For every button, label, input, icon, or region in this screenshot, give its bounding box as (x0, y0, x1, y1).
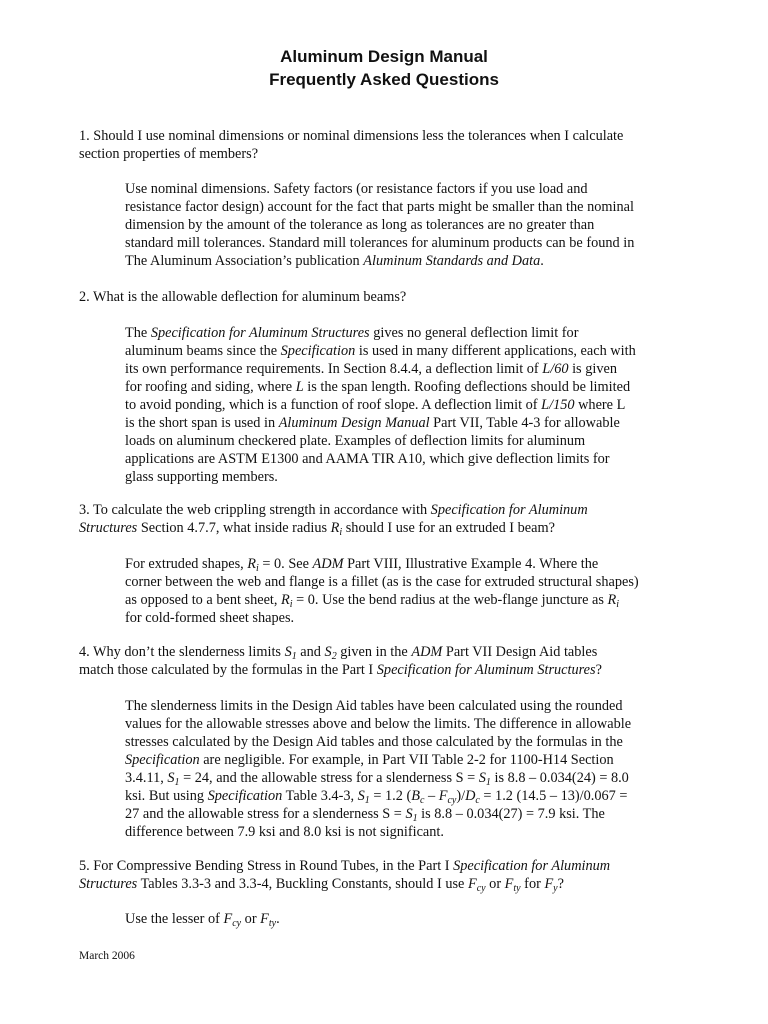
answer-line: for cold-formed sheet shapes. (125, 610, 295, 626)
answer-line: Specification are negligible. For example, in Part VII Table 2-2 for 1100-H14 Section (125, 752, 614, 768)
answer-line: dimension by the amount of the tolerance as long as tolerances are no greater than (125, 217, 595, 233)
answer-line: Use nominal dimensions. Safety factors (or resistance factors if you use load and (125, 181, 588, 197)
footer-date: March 2006 (79, 950, 135, 962)
answer-line: to avoid ponding, which is a function of roof slope. A deflection limit of L/150 where L (125, 397, 626, 413)
document-subtitle: Frequently Asked Questions (269, 70, 499, 89)
answer-line: as opposed to a bent sheet, $R_i = 0$. Use the bend radius at the web-flange juncture as $R_i$ (125, 592, 620, 610)
question-line: match those calculated by the formulas in the Part I Specification for Aluminum Structures? (79, 662, 602, 678)
answer-line: values for the allowable stresses above and below the limits. The difference in allowable (125, 716, 632, 732)
answer-line: 3.4.11, $S_1 = 24$, and the allowable stress for a slenderness $S = S_1$ is 8.8 – 0.034(24) = 8.0 (125, 770, 629, 788)
answer-line: standard mill tolerances. Standard mill tolerances for aluminum products can be found in (125, 235, 635, 251)
answer-line: aluminum beams since the Specification is used in many different applications, each with (125, 343, 636, 359)
document-title: Aluminum Design Manual (280, 47, 488, 66)
question-line: Structures Section 4.7.7, what inside radius $R_i$ should I use for an extruded I beam? (79, 520, 555, 538)
answer-line: The slenderness limits in the Design Aid tables have been calculated using the rounded (125, 698, 623, 714)
question-line: section properties of members? (79, 146, 259, 162)
answer-line: 27 and the allowable stress for a slenderness $S = S_1$ is 8.8 – 0.034(27) = 7.9 ksi. The (125, 806, 605, 824)
answer-line: stresses calculated by the Design Aid tables and those calculated by the formulas in the (125, 734, 623, 750)
answer-line: ksi. But using Specification Table 3.4-3, $S_1 = 1.2$ $(B_c - F_{cy})/D_c = 1.2$ (14.5 – 13)/0.067 = (125, 788, 628, 806)
question-line: 1. Should I use nominal dimensions or nominal dimensions less the tolerances when I calculate (79, 128, 624, 144)
answer-line: For extruded shapes, $R_i = 0$. See ADM Part VIII, Illustrative Example 4. Where the (125, 556, 599, 574)
question-line: Structures Tables 3.3-3 and 3.3-4, Buckling Constants, should I use $F_{cy}$ or $F_{ty}$ for $F_y$? (79, 876, 564, 894)
question-line: 2. What is the allowable deflection for aluminum beams? (79, 289, 407, 305)
question-line: 3. To calculate the web crippling strength in accordance with Specification for Aluminum (79, 502, 588, 518)
answer-line: corner between the web and flange is a fillet (as is the case for extruded structural shapes) (125, 574, 639, 590)
answer-line: for roofing and siding, where L is the span length. Roofing deflections should be limited (125, 379, 631, 395)
answer-line: Use the lesser of $F_{cy}$ or $F_{ty}$. (125, 911, 280, 929)
question-line: 4. Why don’t the slenderness limits $S_1$ and $S_2$ given in the ADM Part VII Design Aid tables (79, 644, 598, 662)
answer-line: its own performance requirements. In Section 8.4.4, a deflection limit of L/60 is given (125, 361, 617, 377)
answer-line: glass supporting members. (125, 469, 278, 485)
answer-line: is the short span is used in Aluminum Design Manual Part VII, Table 4-3 for allowable (125, 415, 620, 431)
answer-line: loads on aluminum checkered plate. Examples of deflection limits for aluminum (125, 433, 586, 449)
answer-line: The Aluminum Association’s publication Aluminum Standards and Data. (125, 253, 544, 269)
answer-line: applications are ASTM E1300 and AAMA TIR A10, which give deflection limits for (125, 451, 610, 467)
document-header (0, 45, 768, 91)
answer-line: The Specification for Aluminum Structures gives no general deflection limit for (125, 325, 579, 341)
answer-line: resistance factor design) account for the fact that parts might be smaller than the nominal (125, 199, 634, 215)
answer-line: difference between 7.9 ksi and 8.0 ksi is not significant. (125, 824, 444, 840)
question-line: 5. For Compressive Bending Stress in Round Tubes, in the Part I Specification for Aluminum (79, 858, 611, 874)
